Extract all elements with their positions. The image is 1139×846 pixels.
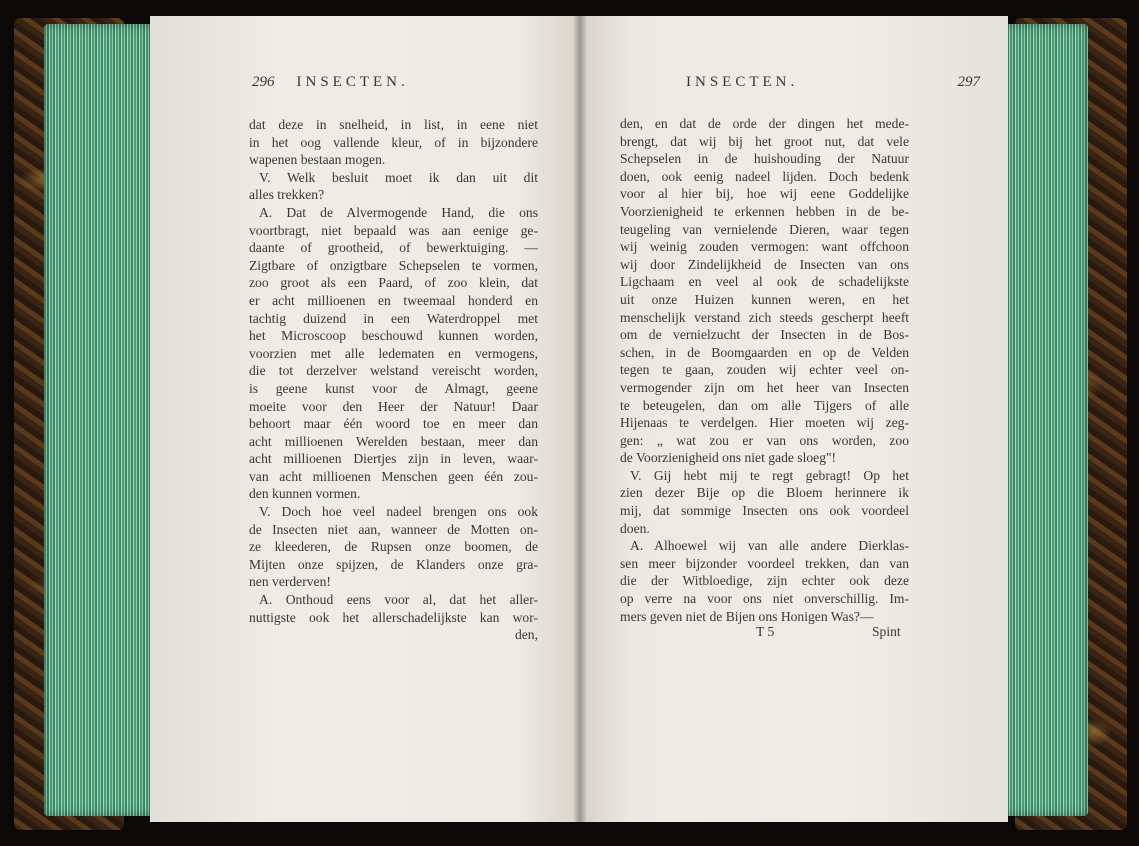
text-line: er acht millioenen en tweemaal honderd en bbox=[249, 292, 538, 308]
text-line: brengt, dat wij bij het groot nut, dat vele bbox=[620, 133, 909, 149]
text-line: behoort maar één woord toe en meer dan bbox=[249, 416, 538, 432]
catchword: Spint bbox=[872, 624, 901, 639]
left-page-header bbox=[252, 74, 552, 91]
text-line: schen, in de Boomgaarden en op de Velden bbox=[620, 344, 909, 360]
text-line: den kunnen vormen. bbox=[249, 486, 361, 502]
text-line: is geene kunst voor de Almagt, geene bbox=[249, 380, 538, 396]
text-line: Mijten onze spijzen, de Klanders onze gra- bbox=[249, 556, 538, 572]
text-line: tegen te gaan, zouden wij echter veel on- bbox=[620, 362, 909, 378]
text-line: uit onze Huizen kunnen weren, en het bbox=[620, 291, 909, 307]
text-line: wij door Zindelijkheid de Insecten van ons bbox=[620, 256, 909, 272]
right-page-text bbox=[620, 115, 909, 625]
text-line: om de vernielzucht der Insecten in de Bos- bbox=[620, 327, 909, 343]
text-line: den, bbox=[514, 627, 538, 643]
text-line: V. Doch hoe veel nadeel brengen ons ook bbox=[259, 504, 538, 520]
signature-mark: T 5 bbox=[756, 624, 775, 639]
book-gutter bbox=[574, 16, 586, 822]
text-line: den, en dat de orde der dingen het mede- bbox=[620, 116, 909, 131]
text-line: in het oog vallende kleur, of in bijzondere bbox=[249, 134, 538, 150]
left-page-edges bbox=[44, 24, 152, 816]
right-page-header bbox=[686, 74, 986, 91]
text-line: nen verderven! bbox=[249, 574, 331, 590]
text-line: V. Welk besluit moet ik dan uit dit bbox=[259, 169, 538, 185]
text-line: Schepselen in de huishouding der Natuur bbox=[620, 151, 909, 167]
text-line: vermogender zijn om het heer van Insecten bbox=[620, 379, 909, 395]
text-line: doen, ook eenig nadeel lijden. Doch bedenk bbox=[620, 168, 909, 184]
text-line: zoo groot als een Paard, of zoo klein, dat bbox=[249, 275, 538, 291]
text-line: doen. bbox=[620, 520, 650, 536]
text-line: ze kleederen, de Rupsen onze boomen, de bbox=[249, 539, 538, 555]
left-page-text bbox=[249, 116, 538, 644]
text-line: mij, dat sommige Insecten ons ook voordeel bbox=[620, 503, 909, 519]
text-line: voorzien met alle ledematen en vermogens, bbox=[249, 345, 538, 361]
left-page bbox=[150, 16, 580, 822]
text-line: dat deze in snelheid, in list, in eene niet bbox=[249, 117, 538, 132]
text-line: V. Gij hebt mij te regt gebragt! Op het bbox=[630, 467, 909, 483]
text-line: A. Onthoud eens voor al, dat het aller- bbox=[259, 592, 538, 608]
text-line: nuttigste ook het allerschadelijkste kan wor- bbox=[249, 609, 538, 625]
text-line: tachtig duizend in een Waterdroppel met bbox=[249, 310, 538, 326]
text-line: alles trekken? bbox=[249, 187, 325, 203]
text-line: A. Alhoewel wij van alle andere Dierklas- bbox=[630, 538, 909, 554]
text-line: Hijenaas te verdelgen. Hier moeten wij zeg- bbox=[620, 415, 909, 431]
text-line: zien dezer Bije op die Bloem herinnere ik bbox=[620, 485, 909, 501]
text-line: acht millioenen Werelden bestaan, meer dan bbox=[249, 433, 538, 449]
text-line: te beteugelen, dan om alle Tijgers of alle bbox=[620, 397, 909, 413]
text-line: menschelijk verstand zich steeds gescherpt heeft bbox=[620, 309, 909, 325]
text-line: die tot derzelver welstand vereischt worden, bbox=[249, 363, 538, 379]
text-line: A. Dat de Alvermogende Hand, die ons bbox=[259, 204, 538, 220]
text-line: mers geven niet de Bijen ons Honigen Was?— bbox=[620, 608, 874, 624]
right-page-number: 297 bbox=[957, 74, 980, 90]
text-line: de Insecten niet aan, wanneer de Motten on- bbox=[249, 521, 538, 537]
text-line: de Voorzienigheid ons niet gade sloeg"! bbox=[620, 450, 837, 466]
right-page bbox=[580, 16, 1008, 822]
text-line: moeite voor den Heer der Natuur! Daar bbox=[249, 398, 538, 414]
text-line: het Microscoop beschouwd kunnen worden, bbox=[249, 328, 538, 344]
text-line: voortbragt, niet bepaald was aan eenige ge- bbox=[249, 222, 538, 238]
text-line: van acht millioenen Menschen geen één zou- bbox=[249, 468, 538, 484]
text-line: voor al hier bij, hoe wij eene Goddelijke bbox=[620, 186, 909, 202]
text-line: Ligchaam en veel al ook de schadelijkste bbox=[620, 274, 909, 290]
text-line: sen meer bijzonder voordeel trekken, dan van bbox=[620, 555, 909, 571]
left-running-head: INSECTEN. bbox=[296, 74, 409, 90]
text-line: wapenen bestaan mogen. bbox=[249, 152, 386, 168]
text-line: die der Witbloedige, zijn echter ook deze bbox=[620, 573, 909, 589]
text-line: daante of grootheid, of bewerktuiging. — bbox=[249, 240, 538, 256]
text-line: gen: „ wat zou er van ons worden, zoo bbox=[620, 432, 909, 448]
left-page-number: 296 bbox=[252, 74, 275, 90]
text-line: Zigtbare of onzigtbare Schepselen te vormen, bbox=[249, 257, 538, 273]
text-line: wij weinig zouden vermogen: want offchoon bbox=[620, 239, 909, 255]
right-running-head: INSECTEN. bbox=[686, 74, 799, 90]
text-line: teugeling van vernielende Dieren, waar tegen bbox=[620, 221, 909, 237]
text-line: acht millioenen Diertjes zijn in leven, waar- bbox=[249, 451, 538, 467]
text-line: op verre na voor ons niet onverschillig. Im- bbox=[620, 591, 909, 607]
right-page-edges bbox=[1004, 24, 1088, 816]
text-line: Voorzienigheid te erkennen hebben in de be- bbox=[620, 203, 909, 219]
